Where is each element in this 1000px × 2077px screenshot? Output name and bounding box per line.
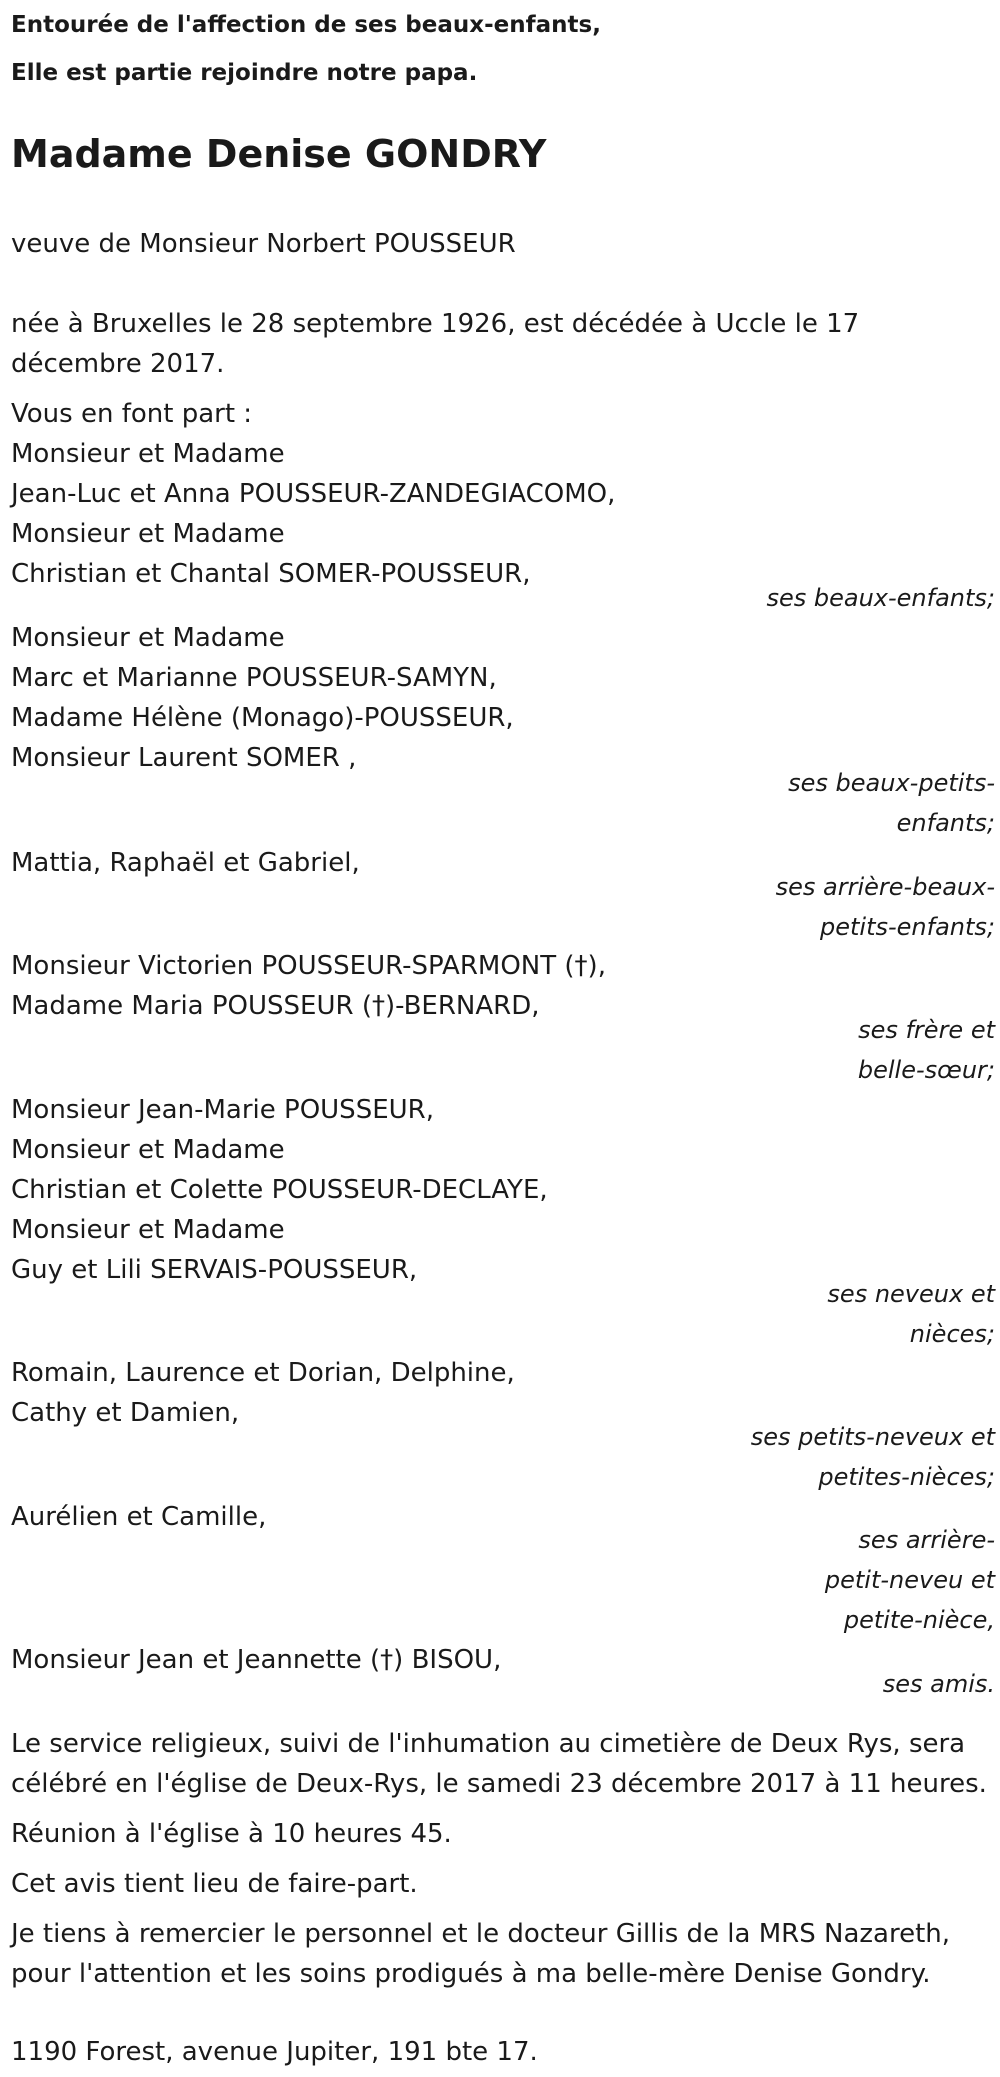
announcers-intro: Vous en font part :	[11, 399, 253, 429]
family-line: Monsieur Laurent SOMER ,	[11, 743, 357, 773]
family-line: Christian et Colette POUSSEUR-DECLAYE,	[11, 1175, 548, 1205]
family-line: Monsieur et Madame	[11, 1215, 285, 1245]
relation-label: ses beaux-enfants;	[766, 584, 995, 612]
relation-label: petit-neveu et	[824, 1566, 995, 1594]
family-line: Mattia, Raphaël et Gabriel,	[11, 848, 360, 878]
thanks-line-1: Je tiens à remercier le personnel et le docteur Gillis de la MRS Nazareth,	[11, 1919, 951, 1949]
address-line: 1190 Forest, avenue Jupiter, 191 bte 17.	[11, 2037, 538, 2067]
service-info-line-2: célébré en l'église de Deux-Rys, le samedi 23 décembre 2017 à 11 heures.	[11, 1769, 987, 1799]
family-line: Monsieur et Madame	[11, 519, 285, 549]
notice-line: Cet avis tient lieu de faire-part.	[11, 1869, 418, 1899]
family-line: Aurélien et Camille,	[11, 1502, 267, 1532]
family-line: Monsieur Victorien POUSSEUR-SPARMONT (†),	[11, 951, 606, 981]
family-line: Cathy et Damien,	[11, 1398, 240, 1428]
relation-label: ses petits-neveux et	[750, 1423, 995, 1451]
relation-label: petite-nièce,	[843, 1606, 995, 1634]
widow-line: veuve de Monsieur Norbert POUSSEUR	[11, 229, 516, 259]
family-line: Marc et Marianne POUSSEUR-SAMYN,	[11, 663, 497, 693]
relation-label: ses beaux-petits-	[788, 769, 995, 797]
relation-label: ses frère et	[858, 1016, 995, 1044]
service-info-line-1: Le service religieux, suivi de l'inhumation au cimetière de Deux Rys, sera	[11, 1729, 966, 1759]
intro-line-2: Elle est partie rejoindre notre papa.	[11, 60, 478, 86]
family-line: Monsieur et Madame	[11, 1135, 285, 1165]
relation-label: ses neveux et	[827, 1280, 995, 1308]
relation-label: ses arrière-	[858, 1526, 995, 1554]
family-line: Monsieur et Madame	[11, 439, 285, 469]
family-line: Monsieur Jean-Marie POUSSEUR,	[11, 1095, 434, 1125]
deceased-name: Madame Denise GONDRY	[11, 132, 547, 176]
relation-label: ses arrière-beaux-	[775, 873, 995, 901]
relation-label: nièces;	[909, 1320, 995, 1348]
birth-death-line-1: née à Bruxelles le 28 septembre 1926, est décédée à Uccle le 17	[11, 309, 860, 339]
family-line: Monsieur Jean et Jeannette (†) BISOU,	[11, 1645, 502, 1675]
family-line: Christian et Chantal SOMER-POUSSEUR,	[11, 559, 531, 589]
family-line: Jean-Luc et Anna POUSSEUR-ZANDEGIACOMO,	[11, 479, 616, 509]
family-line: Monsieur et Madame	[11, 623, 285, 653]
family-line: Madame Maria POUSSEUR (†)-BERNARD,	[11, 991, 540, 1021]
intro-line-1: Entourée de l'affection de ses beaux-enfants,	[11, 12, 601, 38]
relation-label: ses amis.	[882, 1670, 995, 1698]
family-line: Guy et Lili SERVAIS-POUSSEUR,	[11, 1255, 418, 1285]
family-line: Romain, Laurence et Dorian, Delphine,	[11, 1358, 515, 1388]
relation-label: petits-enfants;	[820, 913, 995, 941]
thanks-line-2: pour l'attention et les soins prodigués à ma belle-mère Denise Gondry.	[11, 1959, 931, 1989]
birth-death-line-2: décembre 2017.	[11, 349, 225, 379]
gathering-info: Réunion à l'église à 10 heures 45.	[11, 1819, 452, 1849]
relation-label: belle-sœur;	[857, 1056, 995, 1084]
family-line: Madame Hélène (Monago)-POUSSEUR,	[11, 703, 514, 733]
relation-label: enfants;	[896, 809, 995, 837]
relation-label: petites-nièces;	[818, 1463, 995, 1491]
